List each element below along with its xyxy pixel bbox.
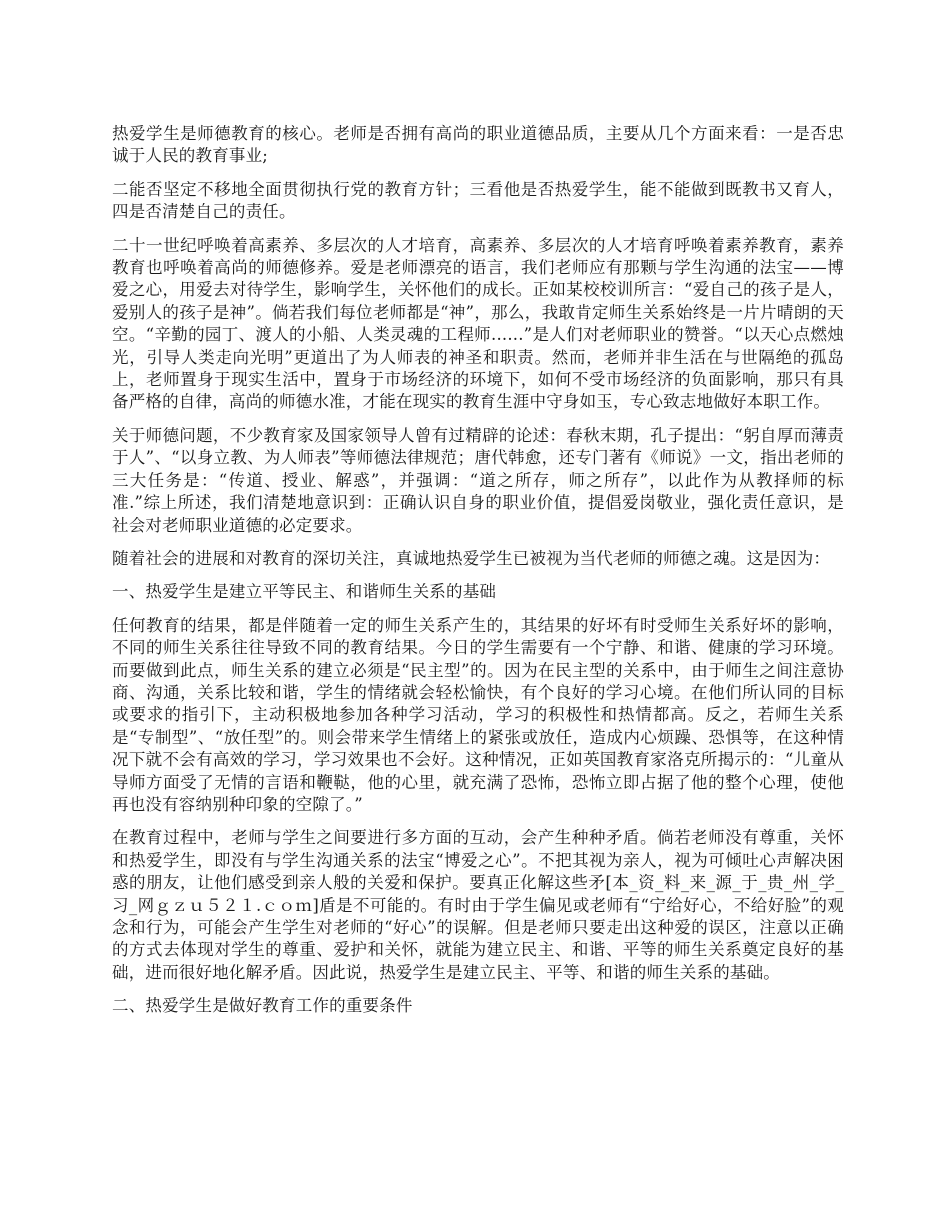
section-heading-one: 一、热爱学生是建立平等民主、和谐师生关系的基础 [112, 582, 497, 602]
paragraph-intro: 热爱学生是师德教育的核心。老师是否拥有高尚的职业道德品质，主要从几个方面来看：一是否忠诚于人民的教育事业; [112, 124, 844, 166]
paragraph-soul-of-ethics: 随着社会的进展和对教育的深切关注，真诚地热爱学生已被视为当代老师的师德之魂。这是因为： [112, 548, 831, 568]
paragraph-relationship-types: 任何教育的结果，都是伴随着一定的师生关系产生的，其结果的好坏有时受师生关系好坏的影响，不同的师生关系往往导致不同的教育结果。今日的学生需要有一个宁静、和谐、健康的学习环境。而要做到此点，师生关系的建立必须是“民主型”的。因为在民主型的关系中，由于师生之间注意协商、沟通，关系比较和谐，学生的情绪就会轻松愉快，有个良好的学习心境。在他们所认同的目标或要求的指引下，主动积极地参加各种学习活动，学习的积极性和热情都高。反之，若师生关系是“专制型”、“放任型”的。则会带来学生情绪上的紧张或放任，造成内心烦躁、恐惧等，在这种情况下就不会有高效的学习，学习效果也不会好。这种情况，正如英国教育家洛克所揭示的：“儿童从导师方面受了无情的言语和鞭鞑，他的心里，就充满了恐怖，恐怖立即占据了他的整个心理，使他再也没有容纳别种印象的空隙了。” [112, 615, 844, 814]
section-heading-two: 二、热爱学生是做好教育工作的重要条件 [112, 996, 413, 1016]
document-body [112, 123, 844, 1029]
paragraph-interaction: 在教育过程中，老师与学生之间要进行多方面的互动，会产生种种矛盾。倘若老师没有尊重，关怀和热爱学生，即没有与学生沟通关系的法宝“博爱之心”。不把其视为亲人，视为可倾吐心声解决困惑的朋友，让他们感受到亲人般的关爱和保护。要真正化解这些矛[本_资_料_来_源_于_贵_州_学_习_网ｇｚｕ５２１.ｃｏｍ]盾是不可能的。有时由于学生偏见或老师有“宁给好心，不给好脸”的观念和行为，可能会产生学生对老师的“好心”的误解。但是老师只要走出这种爱的误区，注意以正确的方式去体现对学生的尊重、爱护和关怀，就能为建立民主、和谐、平等的师生关系奠定良好的基础，进而很好地化解矛盾。因此说，热爱学生是建立民主、平等、和谐的师生关系的基础。 [112, 828, 844, 982]
paragraph-historical-views: 关于师德问题，不少教育家及国家领导人曾有过精辟的论述：春秋末期，孔子提出：“躬自厚而薄责于人”、“以身立教、为人师表”等师德法律规范；唐代韩愈，还专门著有《师说》一文，指出老师的三大任务是：“传道、授业、解惑”，并强调：“道之所存，师之所存”，以此作为从教择师的标准.”综上所述，我们清楚地意识到：正确认识自身的职业价值，提倡爱岗敬业，强化责任意识，是社会对老师职业道德的必定要求。 [112, 425, 844, 535]
paragraph-criteria: 二能否坚定不移地全面贯彻执行党的教育方针；三看他是否热爱学生，能不能做到既教书又育人，四是否清楚自己的责任。 [112, 179, 844, 222]
paragraph-21st-century: 二十一世纪呼唤着高素养、多层次的人才培育，高素养、多层次的人才培育呼唤着素养教育，素养教育也呼唤着高尚的师德修养。爱是老师漂亮的语言，我们老师应有那颗与学生沟通的法宝——博爱之心，用爱去对待学生，影响学生，关怀他们的成长。正如某校校训所言：“爱自己的孩子是人，爱别人的孩子是神”。倘若我们每位老师都是“神”，那么，我敢肯定师生关系始终是一片片晴朗的天空。“辛勤的园丁、渡人的小船、人类灵魂的工程师......”是人们对老师职业的赞誉。“以天心点燃烛光，引导人类走向光明”更道出了为人师表的神圣和职责。然而，老师并非生活在与世隔绝的孤岛上，老师置身于现实生活中，置身于市场经济的环境下，如何不受市场经济的负面影响，那只有具备严格的自律，高尚的师德水准，才能在现实的教育生涯中守身如玉，专心致志地做好本职工作。 [112, 235, 844, 412]
